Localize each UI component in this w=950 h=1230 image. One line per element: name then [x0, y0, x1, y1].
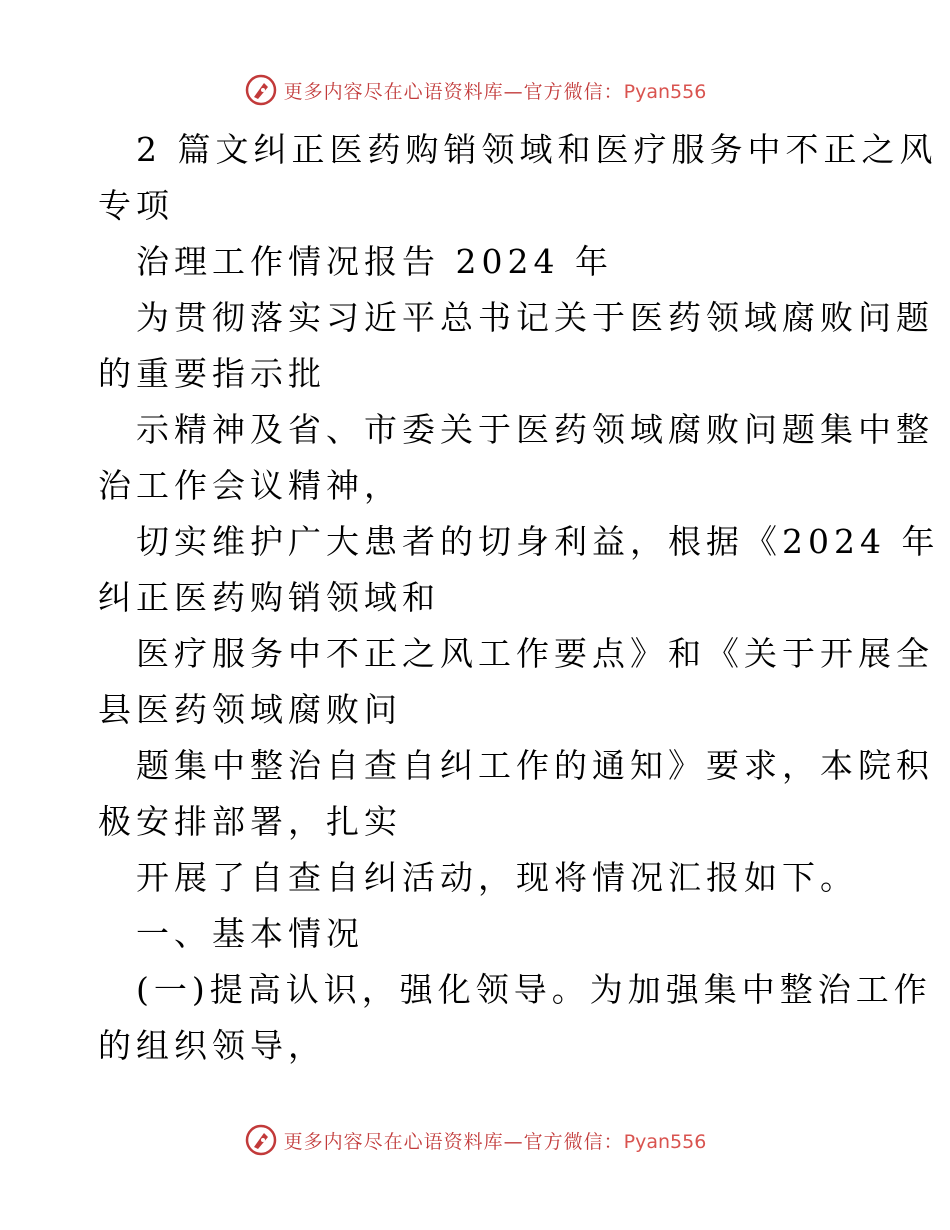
- body-text-line: 县医药领域腐败问: [98, 690, 402, 729]
- footer-watermark: [0, 1120, 950, 1160]
- body-text-line: 医疗服务中不正之风工作要点》和《关于开展全: [136, 634, 934, 673]
- watermark-wechat-id: Pyan556: [623, 80, 707, 103]
- body-text-line: 一、基本情况: [136, 914, 364, 953]
- body-text-line: (一)提高认识，强化领导。为加强集中整治工作: [136, 970, 932, 1009]
- body-text-line: 极安排部署，扎实: [98, 802, 402, 841]
- document-body: [98, 122, 940, 1074]
- header-watermark: [0, 70, 950, 110]
- body-text-line: 纠正医药购销领域和: [98, 578, 440, 617]
- watermark-wechat-id: Pyan556: [623, 1130, 707, 1153]
- pen-nib-circle-icon: [244, 73, 278, 107]
- body-text-line: 治理工作情况报告 2024 年: [136, 242, 613, 281]
- body-text-line: 题集中整治自查自纠工作的通知》要求，本院积: [136, 746, 934, 785]
- watermark-text: 更多内容尽在心语资料库—官方微信：Pyan556: [283, 1130, 707, 1153]
- body-text-line: 开展了自查自纠活动，现将情况汇报如下。: [136, 858, 858, 897]
- watermark-text: 更多内容尽在心语资料库—官方微信：Pyan556: [283, 80, 707, 103]
- body-text-line: 切实维护广大患者的切身利益，根据《2024 年: [136, 522, 940, 561]
- body-text-line: 的重要指示批: [98, 354, 326, 393]
- body-text-line: 2 篇文纠正医药购销领域和医疗服务中不正之风: [136, 130, 938, 169]
- body-text-line: 治工作会议精神，: [98, 466, 402, 505]
- body-text-line: 为贯彻落实习近平总书记关于医药领域腐败问题: [136, 298, 934, 337]
- body-text-line: 的组织领导，: [98, 1026, 326, 1065]
- body-text-line: 专项: [98, 186, 174, 225]
- body-text-line: 示精神及省、市委关于医药领域腐败问题集中整: [136, 410, 934, 449]
- pen-nib-circle-icon: [244, 1123, 278, 1157]
